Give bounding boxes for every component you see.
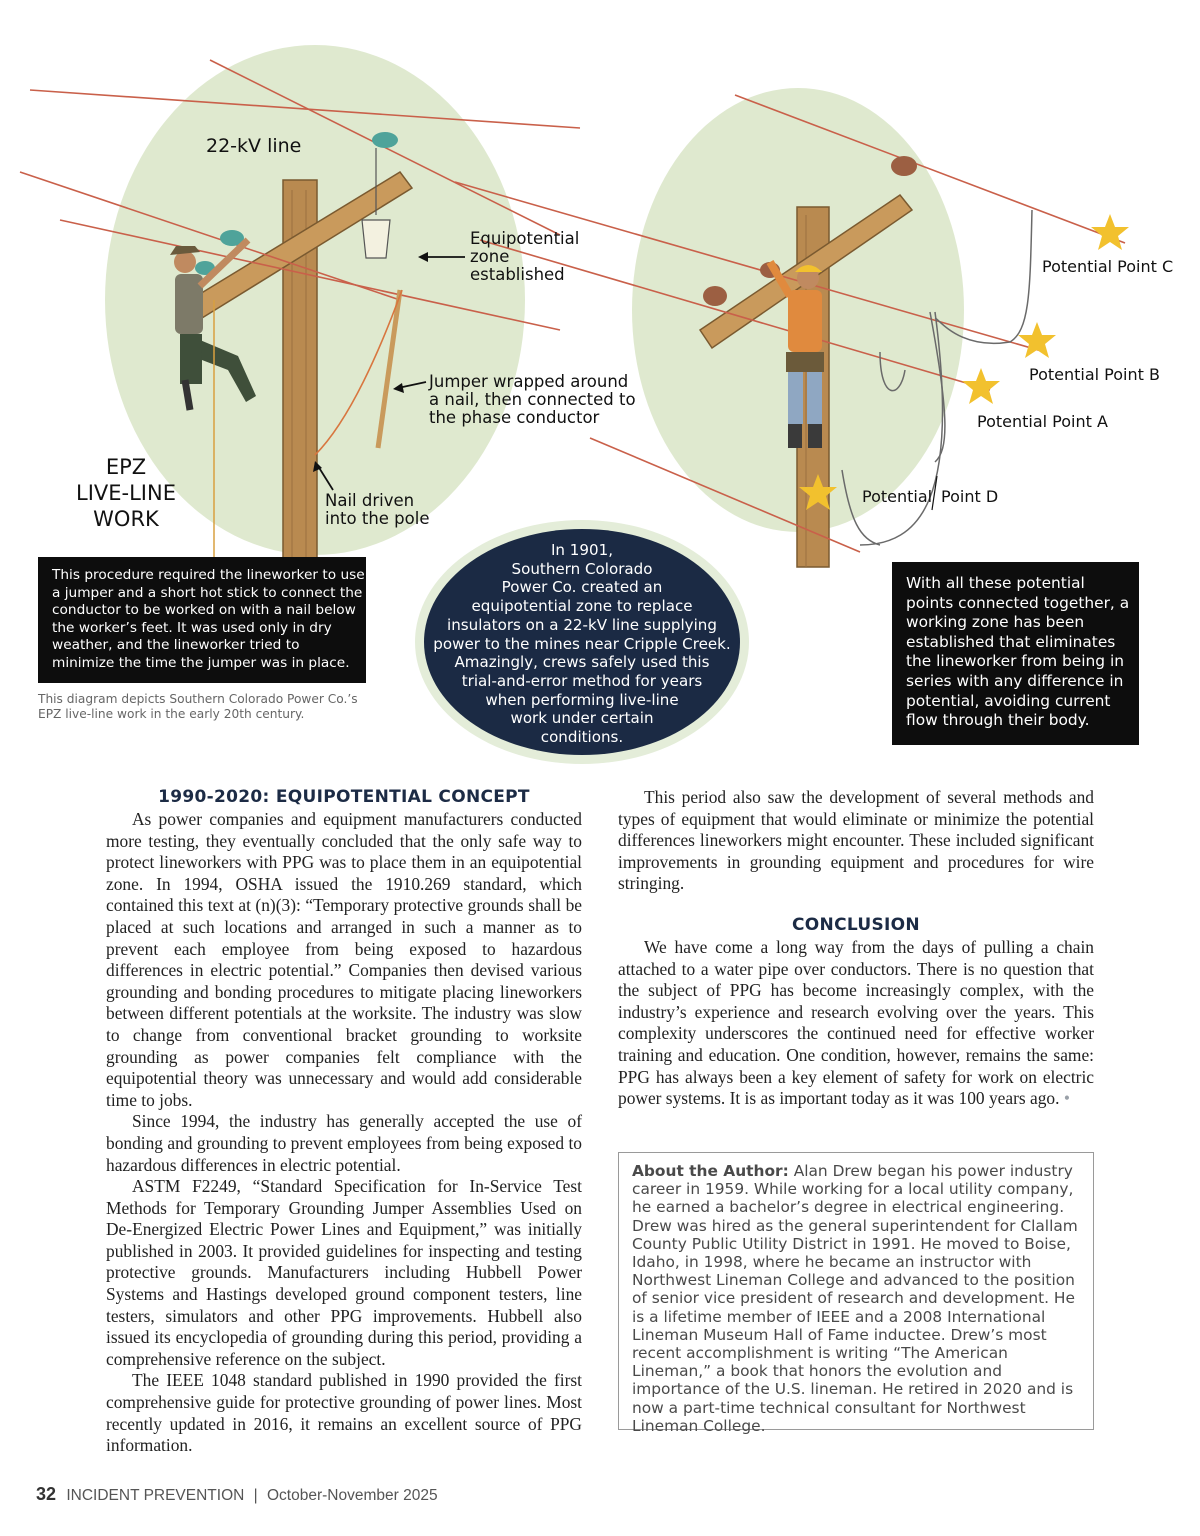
star-point-b [1018, 322, 1056, 358]
potential-point-a-label: Potential Point A [977, 412, 1108, 431]
footer-separator: | [253, 1487, 258, 1504]
end-mark: • [1063, 1088, 1070, 1109]
line-voltage-label: 22-kV line [206, 135, 302, 157]
paragraph-4: The IEEE 1048 standard published in 1990 provided the first comprehensive guide for protective grounding of power lines. Most recently updated in 2016, it remains an excellent source of PPG information. [106, 1370, 582, 1456]
paragraph-2: Since 1994, the industry has generally accepted the use of bonding and grounding to prevent employees from being exposed to hazardous differences in electric potential. [106, 1111, 582, 1175]
page-number: 32 [36, 1484, 57, 1504]
issue-date: October-November 2025 [267, 1487, 438, 1504]
diagram-caption: This diagram depicts Southern Colorado Power Co.’s EPZ live-line work in the early 20th century. [38, 692, 358, 722]
section-heading-equipotential: 1990-2020: EQUIPOTENTIAL CONCEPT [158, 787, 530, 807]
center-oval-text: In 1901, Southern Colorado Power Co. created an equipotential zone to replace insulators on a 22-kV line supplying power to the mines near Cripple Creek. Amazingly, crews safely used this trial-and-error method for years when performing live-line work under certain conditions. [433, 541, 731, 747]
paragraph-6 [618, 937, 1094, 1110]
summary-box [892, 562, 1139, 745]
equipotential-zone-label: Equipotential zone established [470, 229, 580, 285]
publication-name: INCIDENT PREVENTION [66, 1487, 245, 1504]
paragraph-6-text: We have come a long way from the days of pulling a chain attached to a water pipe over conductors. There is no question that the subject of PPG has become increasingly complex, with the industry’s experience and research evolving over the years. This complexity underscores the continued need for effective worker training and education. One condition, however, remains the same: PPG has always been a key element of safety for work on electric power systems. It is as important today as it was 100 years ago. [618, 937, 1094, 1109]
author-label: About the Author: [632, 1162, 789, 1180]
section-heading-conclusion: CONCLUSION [792, 915, 920, 935]
potential-point-d-label-1: Potential [862, 487, 933, 506]
star-point-a [962, 368, 1000, 404]
potential-point-c-label: Potential Point C [1042, 257, 1174, 276]
diagram-title: EPZ LIVE-LINE WORK [76, 455, 176, 531]
author-bio: Alan Drew began his power industry career in 1959. While working for a local utility company, he earned a bachelor’s degree in electrical engineering. Drew was hired as the general superintendent for Clallam County Public Utility District in 1991. He moved to Boise, Idaho, in 1998, where he became an instructor with Northwest Lineman College and advanced to the position of senior vice president of research and development. He is a lifetime member of IEEE and a 2008 International Lineman Museum Hall of Fame inductee. Drew’s most recent accomplishment is writing “The American Lineman,” a book that honors the evolution and importance of the U.S. lineman. He retired in 2020 and is now a part-time technical consultant for Northwest Lineman College. [632, 1162, 1078, 1435]
potential-point-b-label: Potential Point B [1029, 365, 1160, 384]
paragraph-3: ASTM F2249, “Standard Specification for In-Service Test Methods for Temporary Grounding Jumper Assemblies Used on De-Energized Electric Power Lines and Equipment,” was initially published in 2003. It provided guidelines for inspecting and testing protective grounds. Manufacturers including Hubbell Power Systems and Hastings developed ground component testers, line testers, simulators and other PPG improvements. Hubbell also issued its encyclopedia of grounding during this period, providing a comprehensive reference on the subject. [106, 1176, 582, 1369]
potential-point-d-label-2: Point D [941, 487, 999, 506]
paragraph-5: This period also saw the development of several methods and types of equipment that would eliminate or minimize the potential differences lineworkers might encounter. These included significant improvements in grounding equipment and procedures for wire stringing. [618, 787, 1094, 894]
jumper-label: Jumper wrapped around a nail, then connected to the phase conductor [429, 372, 636, 428]
procedure-box [38, 557, 366, 683]
author-box [618, 1152, 1094, 1435]
right-column-bottom [618, 937, 1094, 1110]
procedure-text: This procedure required the lineworker to use a jumper and a short hot stick to connect the conductor to be worked on with a nail below the worker’s feet. It was used only in dry weather, and the lineworker tried to minimize the time the jumper was in place. [52, 567, 365, 671]
paragraph-1: As power companies and equipment manufacturers conducted more testing, they eventually concluded that the only safe way to protect lineworkers with PPG was to place them in an equipotential zone. In 1994, OSHA issued the 1910.269 standard, which contained this text at (n)(3): “Temporary protective grounds shall be placed at such locations and arranged in such a manner as to prevent each employee from being exposed to hazardous differences in electric potential.” Companies then devised various grounding and bonding procedures to mitigate placing lineworkers between different potentials at the worksite. The industry was slow to change from conventional bracket grounding to worksite grounding as power companies felt compliance with the equipotential theory was unnecessary and would add considerable time to jobs. [106, 809, 582, 1110]
summary-text: With all these potential points connected together, a working zone has been established that eliminates the lineworker from being in series with any difference in potential, avoiding current flow through their body. [906, 574, 1130, 730]
nail-label: Nail driven into the pole [325, 491, 430, 529]
right-column-top [618, 787, 1094, 895]
left-column [106, 809, 582, 1457]
footer [36, 1484, 438, 1505]
